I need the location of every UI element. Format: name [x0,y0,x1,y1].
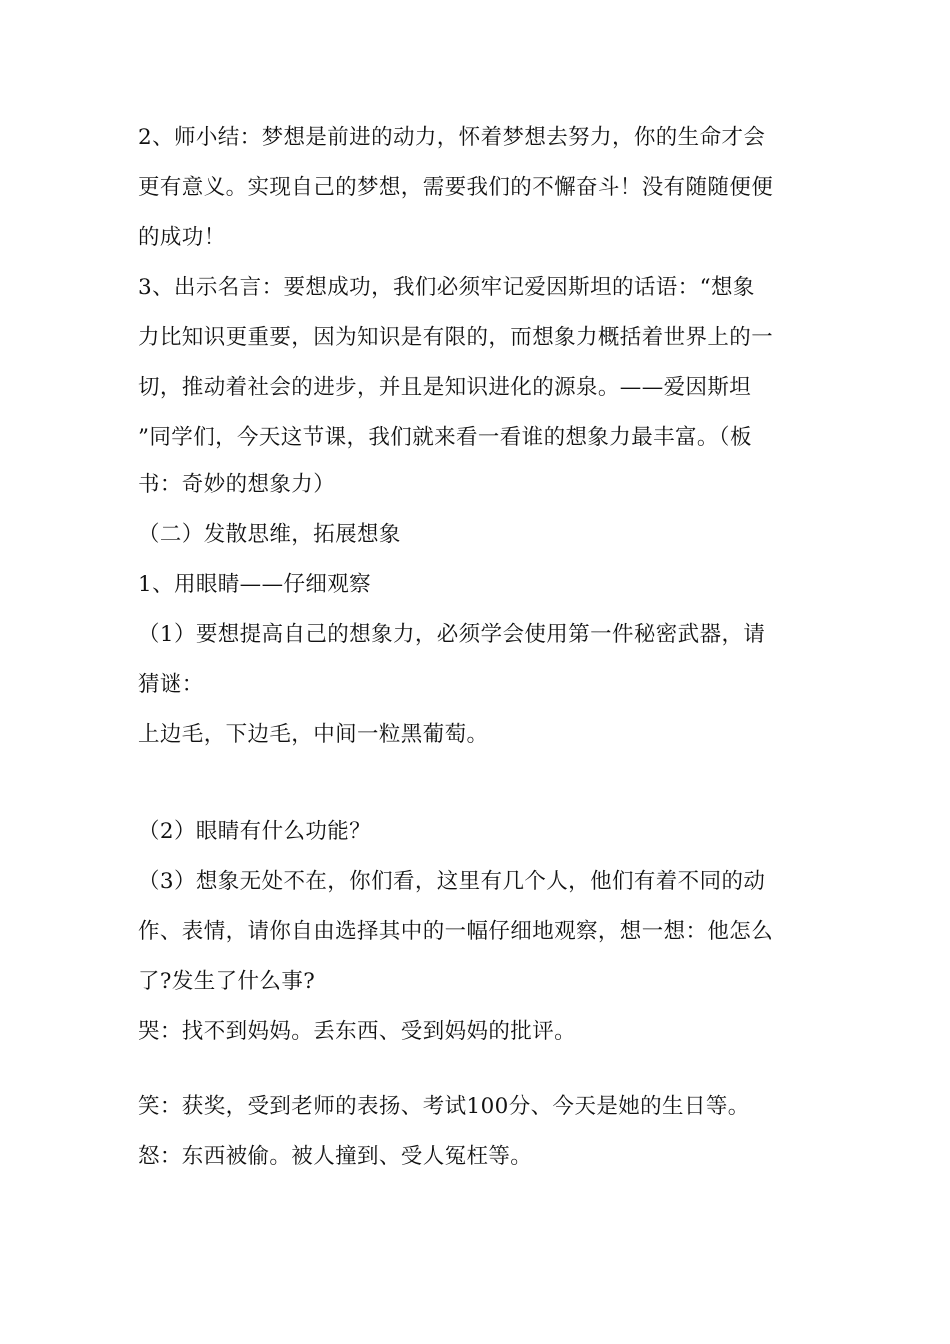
text-line: 更有意义。实现自己的梦想，需要我们的不懈奋斗！没有随随便便 [138,175,774,200]
text-line: 书：奇妙的想象力） [138,472,336,497]
text-line: 笑：获奖，受到老师的表扬、考试100分、今天是她的生日等。 [138,1094,750,1119]
text-line: （2）眼睛有什么功能？ [138,819,372,844]
text-line: 3、出示名言：要想成功，我们必须牢记爱因斯坦的话语：“想象 [138,275,755,300]
text-line: 切，推动着社会的进步，并且是知识进化的源泉。——爱因斯坦 [138,375,752,400]
section-heading: （二）发散思维，拓展想象 [138,522,401,547]
riddle-text: 上边毛，下边毛，中间一粒黑葡萄。 [138,722,489,747]
text-line: 猜谜： [138,672,204,697]
text-line: （1）要想提高自己的想象力，必须学会使用第一件秘密武器，请 [138,622,766,647]
text-line: 哭：找不到妈妈。丢东西、受到妈妈的批评。 [138,1019,577,1044]
text-line: 作、表情，请你自由选择其中的一幅仔细地观察，想一想：他怎么 [138,919,774,944]
text-line: ”同学们，今天这节课，我们就来看一看谁的想象力最丰富。（板 [138,425,752,450]
subheading: 1、用眼睛——仔细观察 [138,572,372,597]
text-line: 了?发生了什么事? [138,969,316,994]
text-line: 力比知识更重要，因为知识是有限的，而想象力概括着世界上的一 [138,325,774,350]
text-line: 怒：东西被偷。被人撞到、受人冤枉等。 [138,1144,533,1169]
text-line: （3）想象无处不在，你们看，这里有几个人，他们有着不同的动 [138,869,766,894]
text-line: 的成功！ [138,225,226,250]
text-line: 2、师小结：梦想是前进的动力，怀着梦想去努力，你的生命才会 [138,125,766,150]
